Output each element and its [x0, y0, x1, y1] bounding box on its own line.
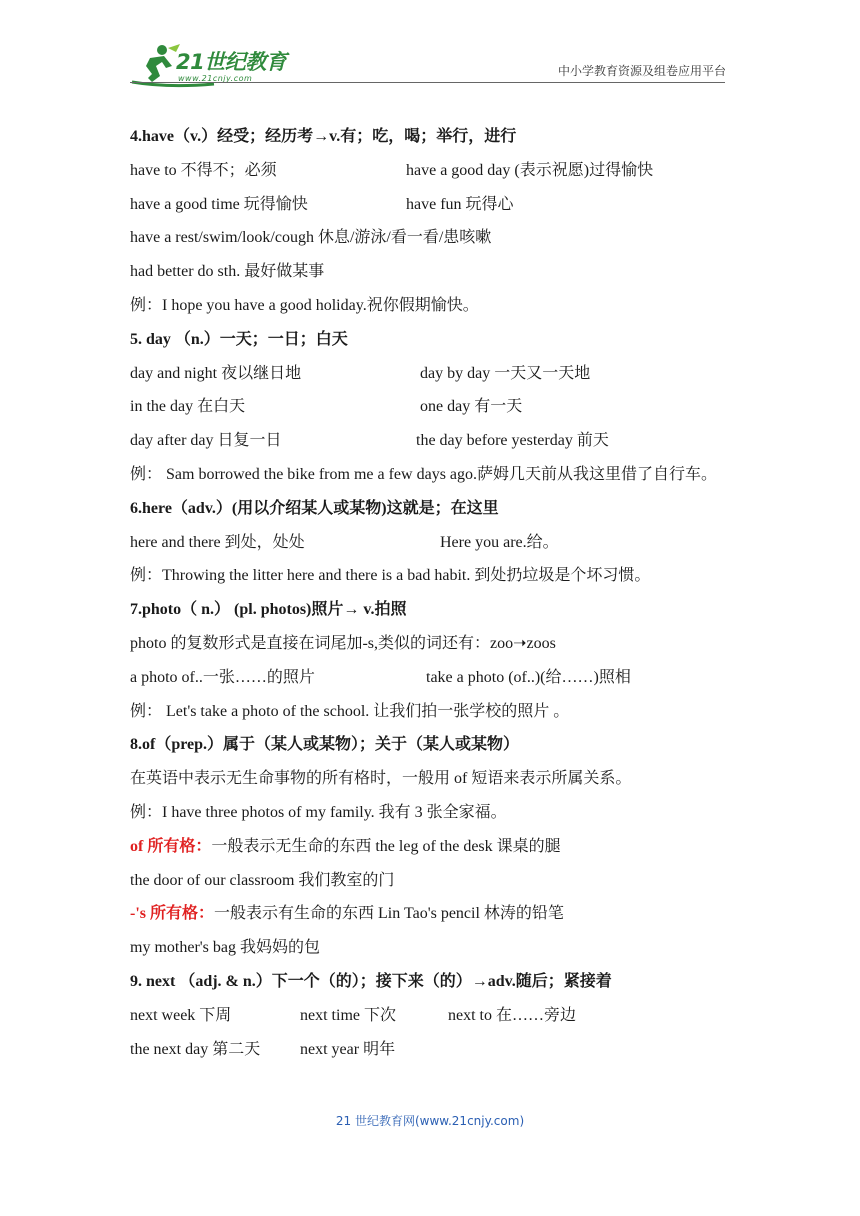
phrase: have fun 玩得心 [406, 195, 514, 213]
phrase: the next day 第二天 [130, 1040, 261, 1058]
phrase: one day 有一天 [420, 398, 523, 416]
phrase: take a photo (of..)(给……)照相 [426, 668, 631, 686]
phrase: here and there 到处，处处 [130, 533, 305, 551]
entry-row [130, 830, 732, 864]
entry-title-here: 6.here（adv.）(用以介绍某人或某物)这就是；在这里 [130, 499, 499, 517]
phrase: next time 下次 [300, 1006, 396, 1024]
page-header [0, 0, 860, 100]
header-divider [130, 82, 725, 83]
phrase: next year 明年 [300, 1040, 396, 1058]
example-sentence: 例： Sam borrowed the bike from me a few days ago.萨姆几天前从我这里借了自行车。 [130, 465, 718, 483]
page-footer[interactable]: 21 世纪教育网(www.21cnjy.com) [335, 1114, 525, 1128]
phrase: next to 在……旁边 [448, 1006, 576, 1024]
phrase: a photo of..一张……的照片 [130, 668, 315, 686]
entry-row [130, 390, 732, 424]
entry-row [130, 154, 732, 188]
logo-url: www.21cnjy.com [178, 74, 253, 83]
entry-row [130, 897, 732, 931]
entry-row [130, 188, 732, 222]
example-sentence: 例：Throwing the litter here and there is a bad habit. 到处扔垃圾是个坏习惯。 [130, 567, 651, 585]
entry-row: photo 的复数形式是直接在词尾加-s,类似的词还有：zoo➝zoos [130, 634, 556, 652]
phrase: 一般表示无生命的东西 the leg of the desk 课桌的腿 [211, 837, 561, 855]
phrase: next week 下周 [130, 1006, 232, 1024]
entry-row [130, 526, 732, 560]
platform-label: 中小学教育资源及组卷应用平台 [557, 64, 726, 78]
phrase: have a good time 玩得愉快 [130, 195, 308, 213]
entry-title-photo: 7.photo（ n.） (pl. photos)照片→ v.拍照 [130, 601, 407, 619]
phrase: have a good day (表示祝愿)过得愉快 [406, 161, 654, 179]
entry-title-next: 9. next （adj. & n.）下一个（的）；接下来（的）→adv.随后；紧接着 [130, 972, 612, 990]
example-sentence: 例：I have three photos of my family. 我有 3 张全家福。 [130, 803, 507, 821]
phrase: day by day 一天又一天地 [420, 364, 591, 382]
entry-row: the door of our classroom 我们教室的门 [130, 871, 395, 889]
entry-row [130, 424, 732, 458]
of-possessive-label: of 所有格： [130, 837, 212, 855]
example-sentence: 例： Let's take a photo of the school. 让我们拍一张学校的照片 。 [130, 702, 570, 720]
entry-title-day: 5. day （n.）一天；一日；白天 [130, 330, 348, 348]
entry-row: had better do sth. 最好做某事 [130, 263, 325, 281]
phrase: have to 不得不；必须 [130, 161, 277, 179]
phrase: the day before yesterday 前天 [416, 432, 609, 450]
entry-row [130, 661, 732, 695]
document-body [130, 120, 732, 1066]
phrase: 一般表示有生命的东西 Lin Tao's pencil 林涛的铅笔 [214, 905, 564, 923]
entry-row [130, 357, 732, 391]
phrase: day after day 日复一日 [130, 432, 282, 450]
entry-row: 在英语中表示无生命事物的所有格时，一般用 of 短语来表示所属关系。 [130, 770, 632, 788]
entry-title-have: 4.have（v.）经受；经历考→v.有；吃，喝；举行，进行 [130, 128, 517, 145]
entry-row: have a rest/swim/look/cough 休息/游泳/看一看/患咳嗽 [130, 229, 492, 247]
entry-title-of: 8.of（prep.）属于（某人或某物）；关于（某人或某物） [130, 736, 520, 754]
example-sentence: 例：I hope you have a good holiday.祝你假期愉快。 [130, 296, 479, 314]
entry-row [130, 999, 732, 1033]
entry-row [130, 1033, 732, 1067]
phrase: in the day 在白天 [130, 398, 246, 416]
phrase: Here you are.给。 [440, 533, 559, 551]
phrase: day and night 夜以继日地 [130, 364, 302, 382]
logo-text: 21世纪教育 [176, 50, 287, 74]
s-possessive-label: -'s 所有格： [130, 905, 215, 923]
entry-row: my mother's bag 我妈妈的包 [130, 939, 320, 957]
